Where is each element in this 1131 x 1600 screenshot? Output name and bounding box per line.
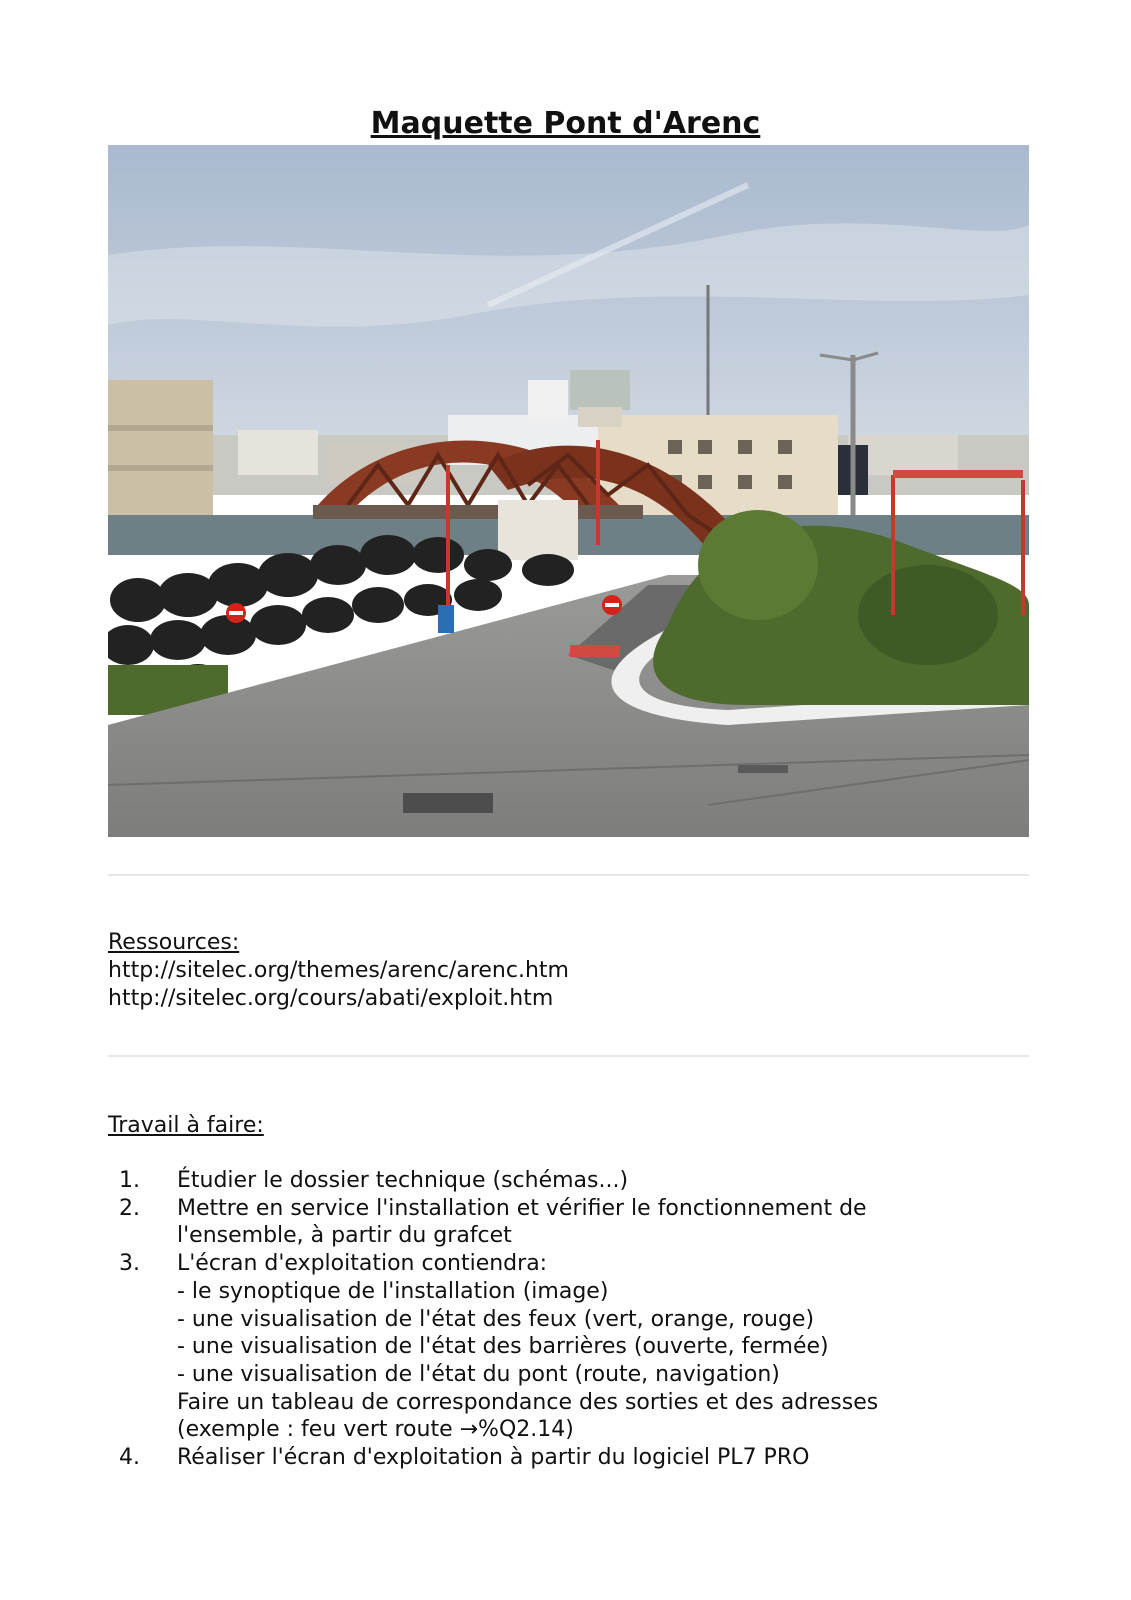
resources-links bbox=[108, 957, 569, 1013]
list-item bbox=[108, 1250, 1028, 1444]
item-number: 4. bbox=[119, 1445, 140, 1471]
item-text: - une visualisation de l'état des barrières (ouverte, fermée) bbox=[177, 1334, 829, 1360]
task-list bbox=[108, 1167, 1028, 1472]
item-text: - le synoptique de l'installation (image) bbox=[177, 1278, 609, 1304]
tasks-heading: Travail à faire: bbox=[108, 1113, 264, 1138]
item-text: Étudier le dossier technique (schémas...) bbox=[177, 1168, 629, 1193]
bridge-photo bbox=[108, 145, 1029, 837]
horizontal-divider bbox=[108, 874, 1029, 876]
resource-link[interactable]: http://sitelec.org/cours/abati/exploit.htm bbox=[108, 986, 554, 1011]
item-text: Faire un tableau de correspondance des sorties et des adresses bbox=[177, 1389, 879, 1415]
item-text: - une visualisation de l'état des feux (vert, orange, rouge) bbox=[177, 1306, 815, 1332]
list-item bbox=[108, 1195, 1028, 1250]
horizontal-divider bbox=[108, 1055, 1029, 1057]
resources-heading: Ressources: bbox=[108, 930, 240, 955]
resource-link[interactable]: http://sitelec.org/themes/arenc/arenc.htm bbox=[108, 958, 569, 983]
item-text: Mettre en service l'installation et vérifier le fonctionnement de bbox=[177, 1195, 867, 1221]
item-number: 2. bbox=[119, 1195, 140, 1221]
item-number: 3. bbox=[119, 1251, 140, 1277]
list-item bbox=[108, 1167, 1028, 1195]
item-text: Réaliser l'écran d'exploitation à partir du logiciel PL7 PRO bbox=[177, 1445, 810, 1471]
item-number: 1. bbox=[119, 1168, 140, 1193]
page-title: Maquette Pont d'Arenc bbox=[370, 106, 761, 141]
item-text: - une visualisation de l'état du pont (route, navigation) bbox=[177, 1361, 780, 1387]
item-text: (exemple : feu vert route →%Q2.14) bbox=[177, 1417, 574, 1443]
list-item bbox=[108, 1444, 1028, 1472]
item-text: l'ensemble, à partir du grafcet bbox=[177, 1223, 512, 1249]
item-text: L'écran d'exploitation contiendra: bbox=[177, 1251, 548, 1277]
